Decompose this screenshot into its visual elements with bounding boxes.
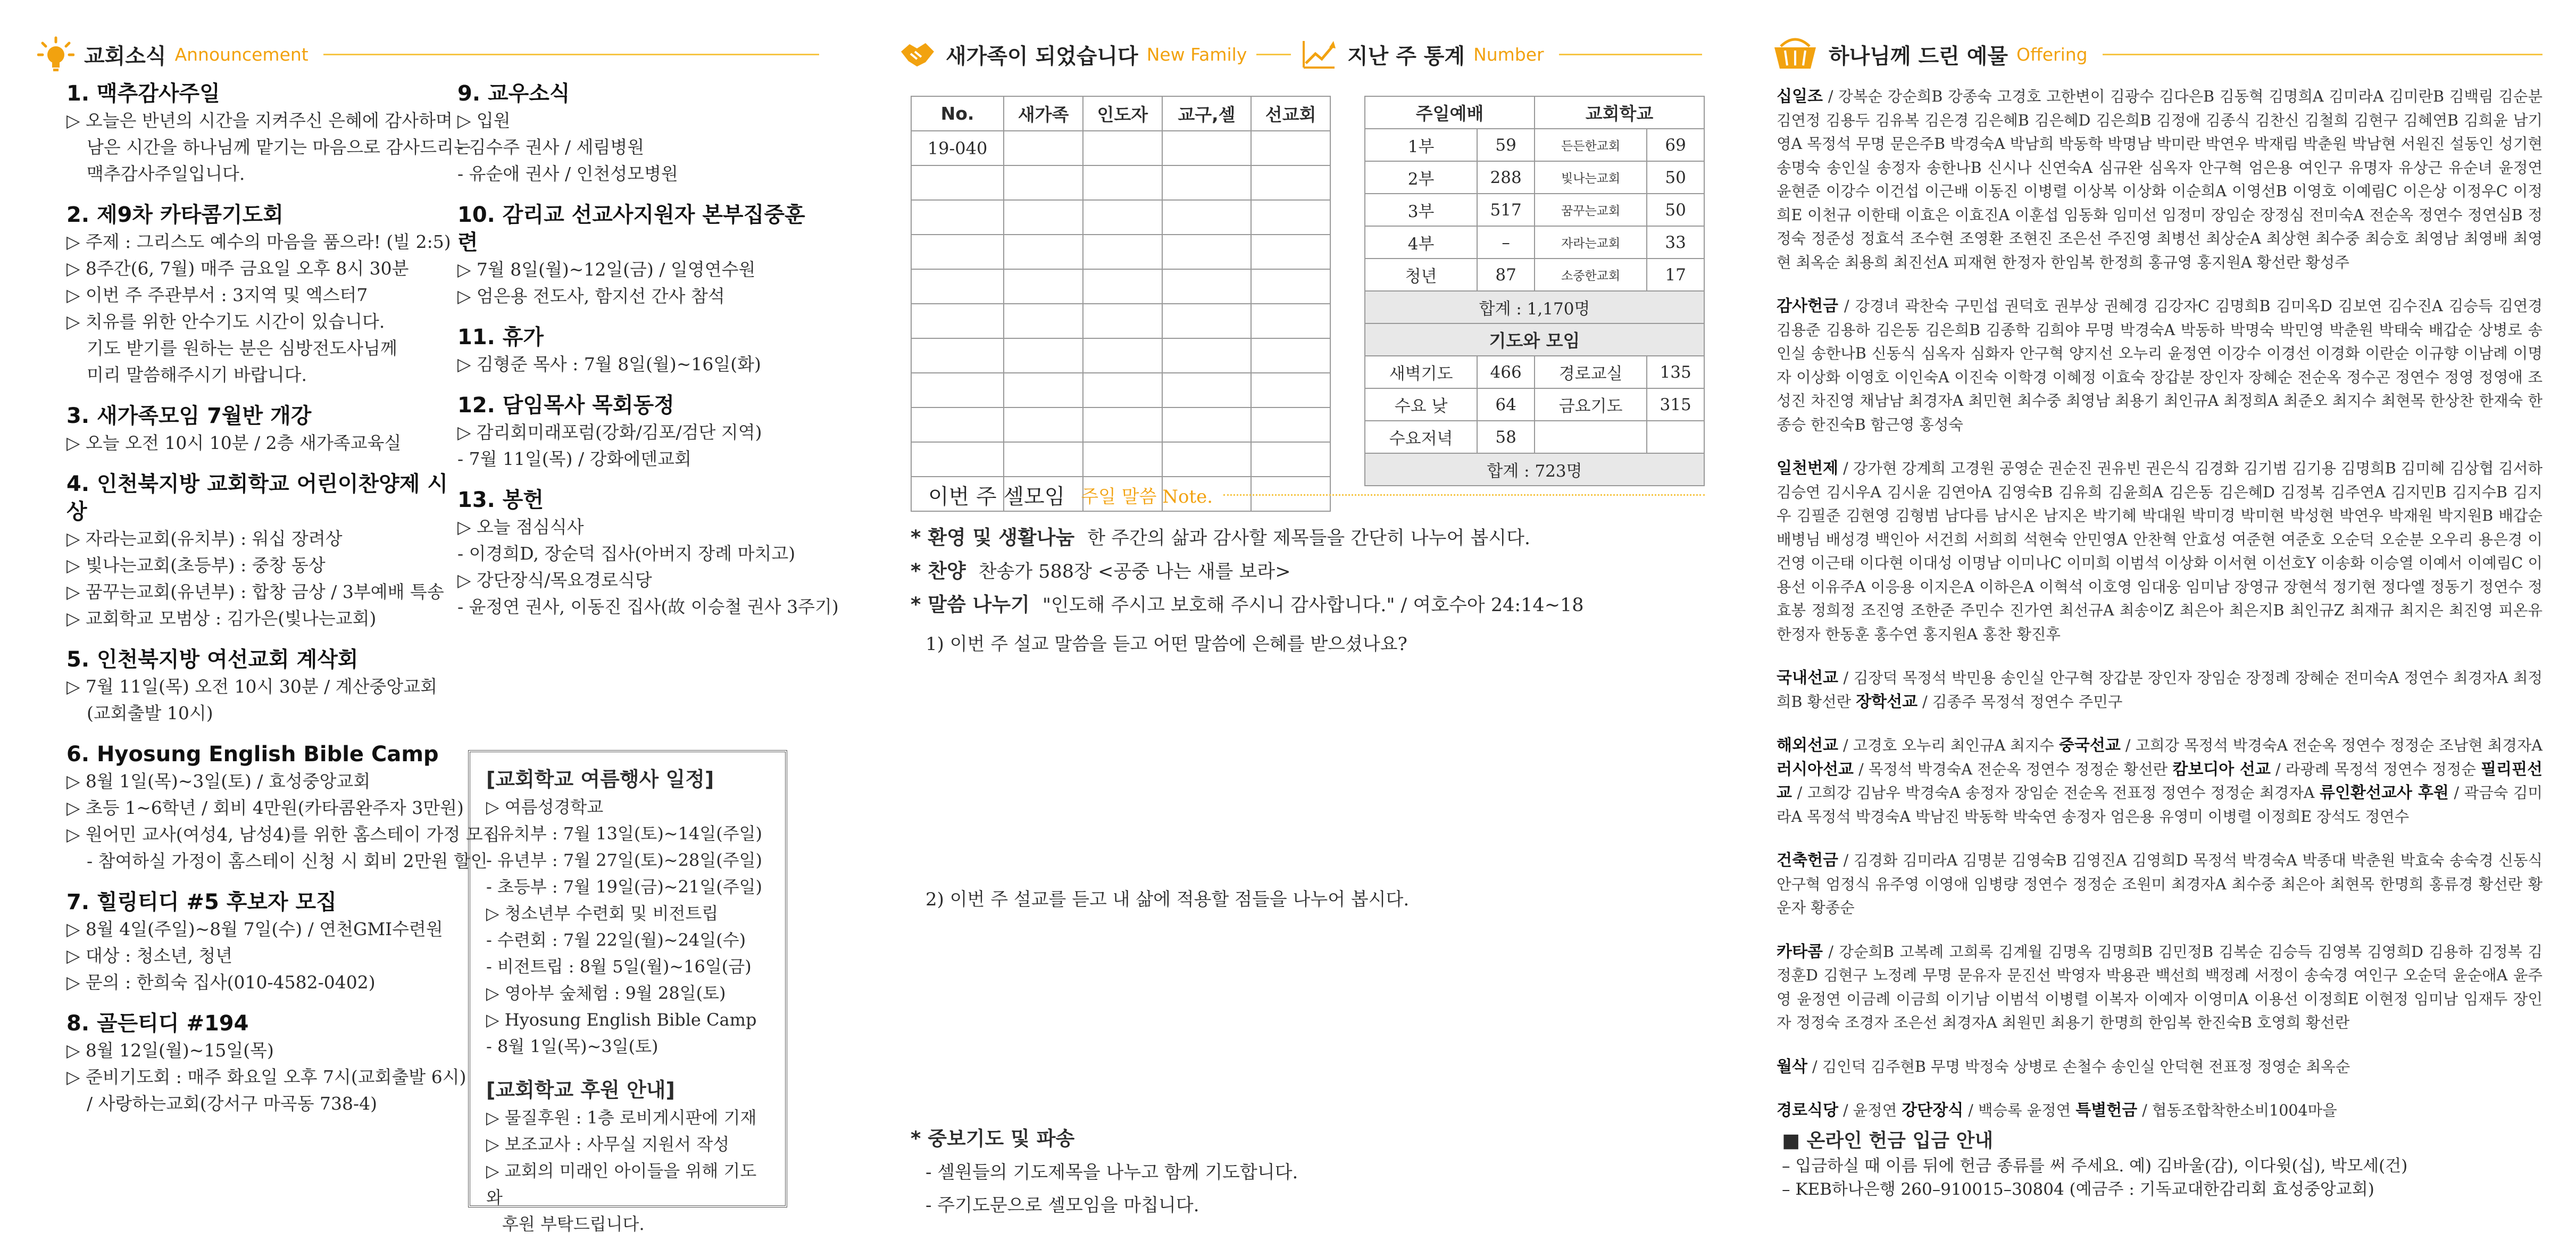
announcement-heading: 12. 담임목사 목회동정 xyxy=(457,393,674,418)
offering-label: 월삭 xyxy=(1777,1057,1807,1076)
announcement-item xyxy=(66,646,460,727)
table-cell xyxy=(911,269,1004,304)
announcement-item xyxy=(66,740,500,875)
table-cell xyxy=(911,338,1004,373)
newfamily-col-header: 새가족 xyxy=(1004,96,1083,131)
announcement-line: ▷ 자라는교회(유치부) : 워십 장려상 xyxy=(66,528,343,549)
prayer-label-2: 금요기도 xyxy=(1535,388,1647,421)
cell-item xyxy=(911,521,1703,555)
offering-label: 러시아선교 xyxy=(1777,760,1854,779)
stats-value: 87 xyxy=(1477,259,1535,291)
stats-label: 청년 xyxy=(1365,259,1477,291)
offering-names: / 고경호 오누리 최인규A 최지수 xyxy=(1838,737,2059,754)
stats-row xyxy=(1365,129,1704,161)
offering-group xyxy=(1777,457,2542,646)
announcement-heading: 4. 인천북지방 교회학교 어린이찬양제 시상 xyxy=(66,472,448,524)
announcement-line: ▷ 교회학교 모범상 : 김가은(빛나는교회) xyxy=(66,608,377,629)
cell-item-head: * 찬양 xyxy=(911,560,966,582)
announcement-item xyxy=(66,888,460,996)
offering-names: / 백승록 윤정연 xyxy=(1963,1102,2076,1119)
offering-header xyxy=(1771,28,2542,81)
announcement-heading: 7. 힐링티디 #5 후보자 모집 xyxy=(66,890,337,914)
stats-value: – xyxy=(1477,226,1535,259)
stats-table xyxy=(1364,96,1705,486)
announcement-line: ▷ 8월 12일(월)~15일(목) xyxy=(66,1040,274,1061)
offering-label: 장학선교 xyxy=(1856,692,1918,711)
prayer-lines xyxy=(911,1156,1703,1222)
school-value: 17 xyxy=(1647,259,1704,291)
cell-subtitle: 주일 말씀 Note. xyxy=(1081,486,1213,507)
announcement-line: / 사랑하는교회(강서구 마곡동 738-4) xyxy=(87,1093,378,1114)
newfamily-col-header: No. xyxy=(911,96,1004,131)
prayer-value: 466 xyxy=(1477,356,1535,388)
announcement-item xyxy=(66,1010,466,1117)
cell-item-head: * 말씀 나누기 xyxy=(911,593,1030,616)
table-cell xyxy=(1162,131,1252,165)
support-title: [교회학교 후원 안내] xyxy=(486,1078,675,1102)
summer-line: - 비전트립 : 8월 5일(월)~16일(금) xyxy=(486,956,752,977)
table-cell xyxy=(1004,407,1083,442)
table-cell xyxy=(1251,338,1330,373)
announcement-line: ▷ 문의 : 한희숙 집사(010-4582-0402) xyxy=(66,972,376,993)
announcement-title-en: Announcement xyxy=(174,44,309,65)
announcement-line: - 이경희D, 장순덕 집사(아버지 장례 마치고) xyxy=(457,543,796,564)
summer-line: ▷ 영아부 숲체험 : 9월 28일(토) xyxy=(486,983,726,1003)
stats-row xyxy=(1365,259,1704,291)
offering-group xyxy=(1777,734,2542,829)
prayer-value-2 xyxy=(1647,421,1704,453)
support-line: 후원 부탁드립니다. xyxy=(502,1214,645,1234)
table-cell xyxy=(1162,304,1252,338)
stats-total-1: 합계 : 1,170명 xyxy=(1365,291,1704,323)
table-cell xyxy=(911,442,1004,477)
offering-label: 중국선교 xyxy=(2058,736,2121,755)
table-cell xyxy=(1162,269,1252,304)
summer-line: - 유년부 : 7월 27일(토)~28일(주일) xyxy=(486,850,763,870)
offering-label: 일천번제 xyxy=(1777,459,1838,478)
online-lines xyxy=(1782,1154,2548,1201)
school-label: 빛나는교회 xyxy=(1535,161,1647,194)
announcement-line: ▷ 감리회미래포럼(강화/김포/검단 지역) xyxy=(457,422,762,443)
table-cell xyxy=(1083,269,1162,304)
summer-line: - 초등부 : 7월 19일(금)~21일(주일) xyxy=(486,877,763,897)
prayer-value: 58 xyxy=(1477,421,1535,453)
online-line: – KEB하나은행 260–910015–30804 (예금주 : 기독교대한감리회 효성중앙교회) xyxy=(1782,1180,2374,1199)
announcement-line: ▷ 8주간(6, 7월) 매주 금요일 오후 8시 30분 xyxy=(66,258,409,279)
offering-label: 경로식당 xyxy=(1777,1101,1838,1120)
school-value: 50 xyxy=(1647,194,1704,226)
school-value: 50 xyxy=(1647,161,1704,194)
announcement-line: ▷ 8월 4일(주일)~8월 7일(수) / 연천GMI수련원 xyxy=(66,919,443,939)
summer-schedule-title: [교회학교 여름행사 일정] xyxy=(486,768,714,791)
table-cell xyxy=(1083,165,1162,200)
table-cell xyxy=(1162,235,1252,269)
summer-line: - 8월 1일(목)~3일(토) xyxy=(486,1036,658,1056)
cell-items xyxy=(911,521,1703,622)
table-cell xyxy=(1251,200,1330,235)
announcement-line: ▷ 빛나는교회(초등부) : 중창 동상 xyxy=(66,555,326,576)
school-value: 69 xyxy=(1647,129,1704,161)
announcement-heading: 10. 감리교 선교사지원자 본부집중훈련 xyxy=(457,203,805,255)
announcement-line: ▷ 준비기도회 : 매주 화요일 오후 7시(교회출발 6시) xyxy=(66,1067,466,1087)
offering-names: / 목정석 박경숙A 전순옥 정연수 정정순 황선란 xyxy=(1853,760,2173,778)
trend-chart-icon xyxy=(1300,36,1338,73)
table-cell xyxy=(1251,131,1330,165)
school-label: 소중한교회 xyxy=(1535,259,1647,291)
summer-line: - 수련회 : 7월 22일(월)~24일(수) xyxy=(486,930,746,950)
stats-value: 59 xyxy=(1477,129,1535,161)
offering-label: 특별헌금 xyxy=(2075,1101,2138,1120)
cell-meeting-header xyxy=(928,479,1705,511)
offering-names: / 협동조합착한소비1004마을 xyxy=(2137,1102,2337,1119)
announcement-line: ▷ 원어민 교사(여성4, 남성4)를 위한 홈스테이 가정 모집 xyxy=(66,824,500,845)
announcement-item xyxy=(66,402,460,456)
support-line: ▷ 교회의 미래인 아이들을 위해 기도와 xyxy=(486,1161,757,1208)
announcement-heading: 3. 새가족모임 7월반 개강 xyxy=(66,404,312,428)
offering-label: 필리핀선교 xyxy=(1777,760,2542,802)
announcement-line: ▷ 이번 주 주관부서 : 3지역 및 엑스터7 xyxy=(66,285,368,305)
school-label: 자라는교회 xyxy=(1535,226,1647,259)
school-header: 교회학교 xyxy=(1535,96,1704,129)
announcement-item xyxy=(457,392,824,472)
stats-label: 3부 xyxy=(1365,194,1477,226)
cell-title: 이번 주 셀모임 xyxy=(928,484,1065,509)
school-label: 든든한교회 xyxy=(1535,129,1647,161)
prayer-value-2: 315 xyxy=(1647,388,1704,421)
table-cell xyxy=(1083,131,1162,165)
stats-header xyxy=(1300,28,1702,81)
cell-item-head: * 환영 및 생활나눔 xyxy=(911,526,1075,549)
stats-title-en: Number xyxy=(1473,44,1544,65)
offering-group xyxy=(1777,1055,2542,1079)
table-cell xyxy=(1251,269,1330,304)
table-cell xyxy=(911,373,1004,407)
announcement-list-right xyxy=(457,80,839,620)
cell-item-text: "인도해 주시고 보호해 주시니 감사합니다." / 여호수아 24:14~18 xyxy=(1042,595,1584,616)
announcement-line: ▷ 8월 1일(목)~3일(토) / 효성중앙교회 xyxy=(66,771,371,792)
announcement-line: ▷ 입원 xyxy=(457,110,511,131)
header-rule xyxy=(2103,54,2542,55)
school-value: 33 xyxy=(1647,226,1704,259)
table-cell xyxy=(1004,269,1083,304)
announcement-panel xyxy=(37,28,819,81)
announcement-line: ▷ 대상 : 청소년, 청년 xyxy=(66,945,233,966)
announcement-line: 기도 받기를 원하는 분은 심방전도사님께 xyxy=(87,338,397,359)
table-cell xyxy=(1004,200,1083,235)
summer-line: - 유치부 : 7월 13일(토)~14일(주일) xyxy=(486,823,763,844)
offering-group xyxy=(1777,1099,2542,1123)
table-cell xyxy=(911,304,1004,338)
prayer-section xyxy=(911,1122,1703,1222)
announcement-line: - 윤정연 권사, 이동진 집사(故 이승철 권사 3주기) xyxy=(457,596,839,617)
announcement-line: ▷ 강단장식/목요경로식당 xyxy=(457,570,652,590)
newfamily-col-header: 교구,셀 xyxy=(1162,96,1252,131)
announcement-heading: 5. 인천북지방 여선교회 계삭회 xyxy=(66,647,359,672)
newfamily-title: 새가족이 되었습니다 xyxy=(946,44,1138,69)
table-cell xyxy=(1251,373,1330,407)
announcement-heading: 6. Hyosung English Bible Camp xyxy=(66,742,439,767)
announcement-line: - 참여하실 가정이 홈스테이 신청 시 회비 2만원 할인 xyxy=(87,851,488,871)
cell-item-text: 찬송가 588장 <공중 나는 새를 보라> xyxy=(978,561,1291,582)
announcement-heading: 13. 봉헌 xyxy=(457,488,544,512)
offering-group xyxy=(1777,940,2542,1035)
announcement-line: 미리 말씀해주시기 바랍니다. xyxy=(87,364,307,385)
announcement-line: ▷ 오늘 오전 10시 10분 / 2층 새가족교육실 xyxy=(66,432,402,453)
summer-line: ▷ Hyosung English Bible Camp xyxy=(486,1010,757,1030)
table-cell xyxy=(1083,373,1162,407)
announcement-line: ▷ 엄은용 전도사, 함지선 간사 참석 xyxy=(457,286,725,306)
announcement-item xyxy=(66,80,471,187)
stats-value: 517 xyxy=(1477,194,1535,226)
announcement-line: ▷ 김형준 목사 : 7월 8일(월)~16일(화) xyxy=(457,354,761,374)
support-line: ▷ 물질후원 : 1층 로비게시판에 기재 xyxy=(486,1108,757,1128)
prayer-label: 새벽기도 xyxy=(1365,356,1477,388)
stats-label: 2부 xyxy=(1365,161,1477,194)
online-title: ■ 온라인 헌금 입금 안내 xyxy=(1782,1130,1994,1152)
table-cell: 19-040 xyxy=(911,131,1004,165)
header-rule xyxy=(1559,54,1702,55)
table-cell xyxy=(1083,304,1162,338)
announcement-line: ▷ 오늘 점심식사 xyxy=(457,517,584,537)
table-cell xyxy=(1004,373,1083,407)
table-cell xyxy=(911,235,1004,269)
announcement-item xyxy=(66,201,460,388)
offering-title: 하나님께 드린 예물 xyxy=(1829,44,2008,69)
stats-title: 지난 주 통계 xyxy=(1347,44,1465,69)
announcement-heading: 11. 휴가 xyxy=(457,325,544,349)
school-label: 꿈꾸는교회 xyxy=(1535,194,1647,226)
table-row xyxy=(911,442,1330,477)
table-row xyxy=(911,235,1330,269)
church-school-box xyxy=(468,750,787,1234)
offering-names: / 곽금숙 김미라A 목정석 박경숙A 박남진 박동학 박숙연 송정자 엄은용 유영미 이병렬 이정희E 장석도 정연수 xyxy=(1777,784,2542,826)
offering-group xyxy=(1777,85,2542,274)
offering-names: / 라광례 목정석 정연수 정정순 xyxy=(2270,760,2481,778)
cell-item-text: 한 주간의 삶과 감사할 제목들을 간단히 나누어 봅시다. xyxy=(1087,528,1531,549)
prayer-row xyxy=(1365,388,1704,421)
announcement-heading: 9. 교우소식 xyxy=(457,81,570,106)
question-2: 2) 이번 주 설교를 듣고 내 삶에 적용할 점들을 나누어 봅시다. xyxy=(926,889,1410,910)
table-cell xyxy=(1162,373,1252,407)
announcement-title: 교회소식 xyxy=(84,44,166,69)
table-cell xyxy=(1162,407,1252,442)
table-row xyxy=(911,269,1330,304)
newfamily-stats-header-row xyxy=(899,28,1702,81)
newfamily-table xyxy=(911,96,1331,512)
offering-label: 국내선교 xyxy=(1777,669,1838,687)
table-row xyxy=(911,200,1330,235)
table-cell xyxy=(1251,165,1330,200)
cell-item xyxy=(911,555,1703,588)
announcement-heading: 1. 맥추감사주일 xyxy=(66,81,220,106)
table-cell xyxy=(1004,131,1083,165)
stats-label: 1부 xyxy=(1365,129,1477,161)
table-cell xyxy=(1004,235,1083,269)
newfamily-title-en: New Family xyxy=(1146,44,1247,65)
announcement-item xyxy=(457,201,824,310)
offering-label: 해외선교 xyxy=(1777,736,1838,755)
table-cell xyxy=(1004,442,1083,477)
announcement-line: ▷ 초등 1~6학년 / 회비 4만원(카타콤완주자 3만원) xyxy=(66,797,464,818)
table-cell xyxy=(1083,200,1162,235)
stats-row xyxy=(1365,226,1704,259)
table-cell xyxy=(1083,235,1162,269)
table-cell xyxy=(1004,338,1083,373)
offering-names: / 고희강 김남우 박경숙A 송정자 장임순 전순옥 전표정 정연수 정정순 최경자A xyxy=(1791,784,2320,802)
table-row xyxy=(911,338,1330,373)
worship-header: 주일예배 xyxy=(1365,96,1535,129)
summer-line: ▷ 여름성경학교 xyxy=(486,797,604,817)
announcement-line: 맥추감사주일입니다. xyxy=(87,163,245,184)
header-rule xyxy=(1223,494,1705,496)
announcement-item xyxy=(457,323,824,378)
announcement-line: ▷ 꿈꾸는교회(유년부) : 합창 금상 / 3부예배 특송 xyxy=(66,581,444,602)
offering-label: 감사헌금 xyxy=(1777,297,1838,315)
offering-names: / 김장덕 목정석 박민용 송인실 안구혁 장갑분 장인자 장임순 장정례 장혜순 전미숙A 정연수 최경자A 최정희B 황선란 xyxy=(1777,669,2542,711)
support-lines xyxy=(486,1104,769,1237)
offering-names: / 강순희B 고복례 고희록 김계월 김명옥 김명희B 김민정B 김복순 김승득 김영복 김영희D 김용하 김정복 김정훈D 김현구 노정례 무명 문유자 문진선 박영자 박용관 백선희 백정례 서정이 송숙경 여인구 오순덕 윤순애A 윤주영 윤정연 이금례 이금희 이기남 이범석 이병렬 이복자 이예자 이영미A 이용선 이정희E 이현정 임미남 임재두 장인자 정정숙 조경자 조은선 최경자A 최원민 최용기 한명희 한임복 한진숙B 호영희 황선란 xyxy=(1777,943,2542,1031)
prayer-line: - 주기도문으로 셀모임을 마칩니다. xyxy=(926,1195,1199,1216)
table-row xyxy=(911,304,1330,338)
header-rule xyxy=(323,54,819,55)
stats-row xyxy=(1365,161,1704,194)
offering-names: / 김경화 김미라A 김명분 김영숙B 김영진A 김영희D 목정석 박경숙A 박종대 박춘원 박효숙 송숙경 신동식 안구혁 엄정식 유주영 이영애 임병량 정연수 정정순 조원미 최경자A 최수중 최은아 최현목 한명희 홍류경 황선란 황운자 황종순 xyxy=(1777,852,2542,917)
table-cell xyxy=(1083,407,1162,442)
announcement-line: ▷ 치유를 위한 안수기도 시간이 있습니다. xyxy=(66,311,385,332)
offering-label: 류인환선교사 후원 xyxy=(2320,784,2449,802)
offering-names: / 윤정연 xyxy=(1838,1102,1902,1119)
summer-line: ▷ 청소년부 수련회 및 비전트립 xyxy=(486,903,719,923)
table-cell xyxy=(1162,165,1252,200)
prayer-value: 64 xyxy=(1477,388,1535,421)
table-row xyxy=(911,165,1330,200)
table-cell xyxy=(1251,235,1330,269)
offering-label: 십일조 xyxy=(1777,87,1823,106)
prayer-row xyxy=(1365,356,1704,388)
prayer-header: 기도와 모임 xyxy=(1365,323,1704,356)
table-cell xyxy=(1083,338,1162,373)
announcement-item xyxy=(457,80,824,187)
announcement-item xyxy=(66,470,460,632)
announcement-line: 남은 시간을 하나님께 맡기는 마음으로 감사드리는 xyxy=(87,137,471,157)
stats-total-2: 합계 : 723명 xyxy=(1365,453,1704,486)
announcement-line: ▷ 오늘은 반년의 시간을 지켜주신 은혜에 감사하며 xyxy=(66,110,453,131)
stats-value: 288 xyxy=(1477,161,1535,194)
announcement-line: (교회출발 10시) xyxy=(87,703,213,723)
summer-schedule-lines xyxy=(486,794,769,1060)
table-cell xyxy=(1083,442,1162,477)
basket-icon xyxy=(1771,36,1819,73)
newfamily-table-header xyxy=(911,96,1330,131)
table-cell xyxy=(911,165,1004,200)
table-cell xyxy=(1251,442,1330,477)
offering-list xyxy=(1777,85,2542,1143)
offering-title-en: Offering xyxy=(2016,44,2088,65)
table-cell xyxy=(1162,200,1252,235)
offering-label: 카타콤 xyxy=(1777,942,1823,961)
prayer-head: * 중보기도 및 파송 xyxy=(911,1127,1075,1150)
handshake-icon xyxy=(899,36,936,73)
offering-label: 건축헌금 xyxy=(1777,851,1838,870)
stats-label: 4부 xyxy=(1365,226,1477,259)
prayer-label-2 xyxy=(1535,421,1647,453)
prayer-line: - 셀원들의 기도제목을 나누고 함께 기도합니다. xyxy=(926,1162,1298,1183)
prayer-label-2: 경로교실 xyxy=(1535,356,1647,388)
offering-label: 캄보디아 선교 xyxy=(2172,760,2271,779)
prayer-value-2: 135 xyxy=(1647,356,1704,388)
announcement-item xyxy=(457,486,839,620)
offering-names: / 강경녀 곽찬숙 구민섭 권덕호 권부상 권혜경 김강자C 김명희B 김미옥D 김보연 김수진A 김승득 김연경 김용준 김용하 김은동 김은희B 김종학 김희야 무명 박경숙A 박동하 박명숙 박민영 박춘원 박태숙 배갑순 상병로 송인실 송한나B 신동식 심옥자 심화자 안구혁 양지선 오누리 윤정연 이강수 이경선 이경화 이란순 이규향 이남례 이명자 이상화 이영호 이인숙A 이진숙 이학경 이혜정 이효숙 장갑분 장인자 장혜순 전순옥 정수곤 정연수 정영 정영애 조성진 차진영 채남남 최경자A 최민현 최수중 최영남 최용기 최인규A 최정희A 최준오 최지수 최현목 한상찬 한재숙 한종승 한진숙B 함근영 홍성숙 xyxy=(1777,297,2542,434)
table-cell xyxy=(1251,304,1330,338)
newfamily-col-header: 선교회 xyxy=(1251,96,1330,131)
table-cell xyxy=(1004,304,1083,338)
offering-names: / 김인덕 김주현B 무명 박정숙 상병로 손철수 송인실 안덕현 전표정 정영순 최옥순 xyxy=(1807,1058,2350,1076)
offering-names: / 강복순 강순희B 강종숙 고경호 고한변이 김광수 김다은B 김동혁 김명희A 김미라A 김미란B 김백림 김순분 김연정 김용두 김유복 김은경 김은혜B 김은혜D 김은희B 김정애 김종식 김찬신 김철희 김현구 김혜연B 김희윤 남기영A 목정석 무명 문은주B 박경숙A 박남희 박동학 박명남 박미란 박연우 박재림 박춘원 박남현 서원진 설동인 성기현 송명숙 송인실 송정자 송한나B 신시나 신연숙A 심규완 심옥자 안구혁 엄은용 여인구 유명자 유상근 유순녀 윤정연 윤현준 이강수 이건섭 이근배 이동진 이병렬 이상복 이상화 이순희A 이영선B 이영호 이예림C 이은상 이정우C 이정희E 이천규 이한태 이효은 이효진A 이훈섭 임동화 임미선 임정미 장임순 장정심 전미숙A 전순옥 정연수 정연심B 정정숙 정준성 정효석 조수현 조영환 조현진 조은선 주진영 최병선 최상순A 최상현 최수중 최승호 최영남 최영배 최영현 최옥순 최용희 최진선A 피재현 한정자 한임복 한정희 홍규영 홍지원A 황선란 황성주 xyxy=(1777,88,2542,271)
prayer-label: 수요 낮 xyxy=(1365,388,1477,421)
table-cell xyxy=(911,200,1004,235)
offering-names: / 김종주 목정석 정연수 주민구 xyxy=(1918,693,2123,711)
table-cell xyxy=(1162,338,1252,373)
announcement-heading: 2. 제9차 카타콤기도회 xyxy=(66,203,284,227)
online-offering xyxy=(1782,1128,2548,1201)
header-rule xyxy=(1256,54,1291,55)
announcement-line: - 7월 11일(목) / 강화에덴교회 xyxy=(457,448,691,469)
announcement-line: - 김수주 권사 / 세림병원 xyxy=(457,137,645,157)
announcement-line: ▷ 주제 : 그리스도 예수의 마음을 품으라! (빌 2:5) xyxy=(66,231,451,252)
announcement-header xyxy=(37,28,819,81)
question-1: 1) 이번 주 설교 말씀을 듣고 어떤 말씀에 은혜를 받으셨나요? xyxy=(926,634,1407,655)
prayer-row xyxy=(1365,421,1704,453)
table-cell xyxy=(1004,165,1083,200)
online-line: – 입금하실 때 이름 뒤에 헌금 종류를 써 주세요. 예) 김바울(감), 이다윗(십), 박모세(건) xyxy=(1782,1156,2408,1176)
table-cell xyxy=(1251,407,1330,442)
newfamily-col-header: 인도자 xyxy=(1083,96,1162,131)
table-cell xyxy=(911,407,1004,442)
table-row xyxy=(911,131,1330,165)
stats-row xyxy=(1365,194,1704,226)
support-line: ▷ 보조교사 : 사무실 지원서 작성 xyxy=(486,1134,730,1154)
newfamily-header xyxy=(899,28,1300,81)
offering-group xyxy=(1777,849,2542,920)
cell-item xyxy=(911,588,1703,622)
table-cell xyxy=(1162,442,1252,477)
table-row xyxy=(911,373,1330,407)
prayer-label: 수요저녁 xyxy=(1365,421,1477,453)
offering-group xyxy=(1777,295,2542,437)
offering-group xyxy=(1777,667,2542,714)
offering-label: 강단장식 xyxy=(1902,1101,1964,1120)
announcement-heading: 8. 골든티디 #194 xyxy=(66,1011,249,1036)
announcement-line: ▷ 7월 8일(월)~12일(금) / 일영연수원 xyxy=(457,259,756,280)
announcement-line: ▷ 7월 11일(목) 오전 10시 30분 / 계산중앙교회 xyxy=(66,676,438,697)
lightbulb-icon xyxy=(37,36,74,73)
table-row xyxy=(911,407,1330,442)
offering-names: / 고희강 목정석 박경숙A 전순옥 정연수 정정순 조남현 최경자A xyxy=(2120,737,2543,754)
offering-names: / 강가현 강계희 고경원 공영순 권순진 권유빈 권은식 김경화 김기범 김기용 김명희B 김미혜 김상협 김서하 김승연 김시우A 김시윤 김연아A 김영숙B 김유희 김윤희A 김은동 김은혜D 김정복 김주연A 김지민B 김지수B 김지우 김필준 김현영 김형범 남다름 남시온 남지온 박기혜 박대원 박미경 박미현 박성현 박연우 박재원 박지원B 배갑순 배병님 배성경 백인아 서건희 서희희 석현숙 안민영A 안찬혁 안효성 여준현 여준호 오순덕 오순분 오우리 용은경 이건영 이근태 이다현 이대성 이명남 이미나C 이미희 이범석 이상화 이서현 이선호Y 이송화 이승열 이예서 이예림C 이용선 이유주A 이응용 이지은A 이하은A 이혁석 이호영 임대웅 임미남 장영규 장현석 정기현 정다엘 정동기 정연수 정효봉 정희정 조진영 조한준 주민수 진가연 최선규A 최송이Z 최은아 최은지B 최인규Z 최재규 최지은 최진영 피온유 한정자 한동훈 홍수연 홍지원A 홍찬 황진후 xyxy=(1777,460,2542,643)
announcement-line: - 유순애 권사 / 인천성모병원 xyxy=(457,163,678,184)
